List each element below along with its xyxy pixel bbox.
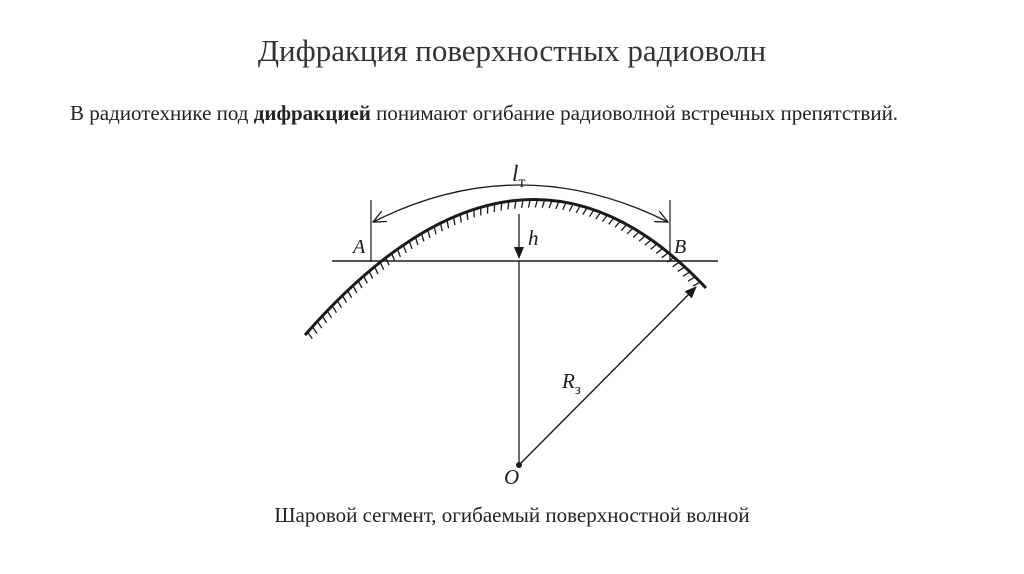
hatch-tick [688, 277, 695, 281]
slide-title: Дифракция поверхностных радиоволн [257, 33, 767, 68]
hatch-tick [434, 226, 436, 234]
label-arc-length: $l_т$ [512, 161, 526, 191]
hatch-tick [415, 237, 418, 245]
hatch-tick [332, 306, 336, 313]
hatch-tick [322, 316, 327, 323]
hatch-tick [392, 253, 395, 261]
hatch-tick [369, 271, 373, 278]
hatch-tick [596, 212, 601, 219]
hatch-tick [627, 228, 633, 234]
label-point-b: B [674, 236, 687, 258]
hatch-tick [576, 206, 580, 213]
hatch-tick [342, 296, 346, 303]
hatch-tick [474, 209, 475, 217]
label-height: h [528, 226, 539, 250]
hatch-tick [422, 234, 424, 242]
hatch-tick [656, 248, 663, 253]
diagram-caption: Шаровой сегмент, огибаемый поверхностной волной [274, 503, 750, 527]
hatch-tick [428, 230, 430, 238]
hatch-tick [308, 332, 313, 339]
hatch-tick [673, 262, 680, 267]
hatch-tick [403, 245, 406, 253]
intro-text-start: В радиотехнике под [70, 101, 254, 125]
hatch-tick [358, 281, 362, 288]
hatch-tick [317, 321, 322, 328]
intro-term-diffraction: дифракцией [253, 101, 371, 125]
hatch-tick [327, 311, 331, 318]
hatch-tick [662, 253, 669, 258]
radius-arrow [519, 287, 696, 465]
hatch-tick [447, 220, 449, 228]
hatch-tick [589, 210, 594, 217]
hatch-tick [609, 218, 614, 224]
hatch-tick [364, 276, 368, 283]
label-center: O [504, 465, 520, 489]
hatch-tick [683, 272, 690, 276]
hatch-tick [337, 301, 341, 308]
hatch-tick [380, 262, 383, 270]
hatch-tick [639, 236, 645, 242]
hatch-tick [409, 241, 412, 249]
hatch-tick [353, 286, 357, 293]
hatch-tick [454, 217, 455, 225]
hatch-tick [501, 202, 502, 210]
hatch-tick [645, 240, 651, 245]
label-radius: $R_з$ [562, 369, 581, 398]
label-radius-sub: з [574, 382, 581, 398]
hatch-tick [621, 225, 627, 231]
hatch-tick [693, 282, 700, 286]
hatch-tick [633, 232, 639, 238]
surface-hatching [308, 200, 701, 339]
hatch-tick [312, 327, 317, 334]
hatch-tick [348, 291, 352, 298]
hatch-tick [441, 223, 443, 231]
hatch-tick [375, 267, 379, 275]
hatch-tick [467, 212, 468, 220]
intro-text-end: понимают огибание радиоволной встречных препятствий. [370, 101, 899, 125]
hatch-tick [397, 249, 400, 257]
hatch-tick [508, 201, 509, 209]
label-arc-length-sub: т [518, 174, 526, 191]
hatch-tick [678, 267, 685, 272]
hatch-tick [583, 208, 587, 215]
label-point-a: A [353, 236, 366, 258]
earth-surface-arc [305, 200, 706, 335]
hatch-tick [651, 244, 657, 249]
hatch-tick [602, 215, 607, 222]
hatch-tick [615, 221, 620, 227]
